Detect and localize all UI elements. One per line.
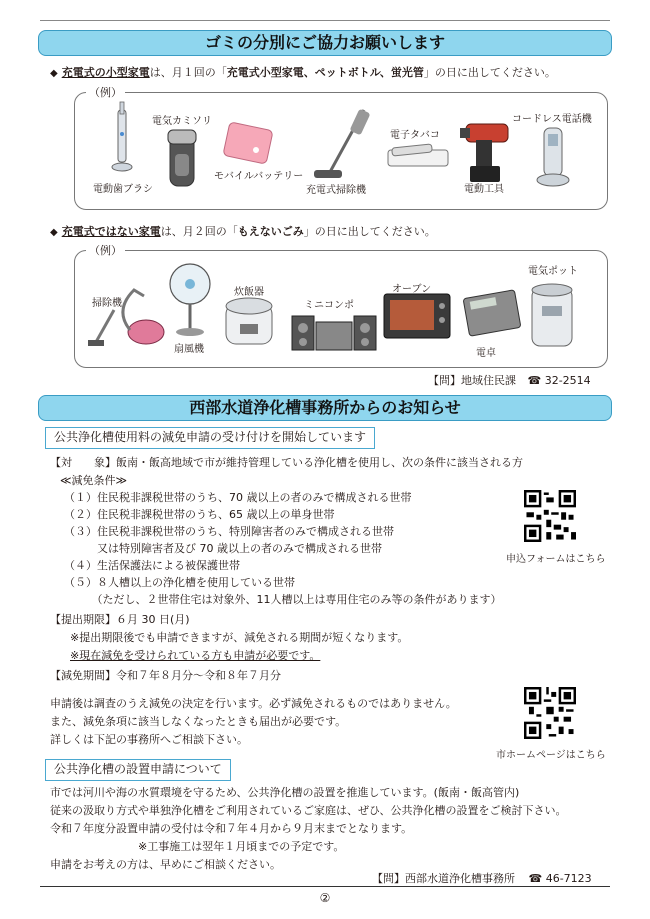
electric-fan-icon — [170, 264, 210, 336]
condition-item: 又は特別障害者及び 70 歳以上の者のみで構成される世帯 — [64, 542, 382, 555]
item-label: 充電式掃除機 — [306, 185, 366, 196]
condition-item: （５）８人槽以上の浄化槽を使用している世帯 — [64, 576, 295, 589]
section-heading-installation: 公共浄化槽の設置申請について — [45, 759, 231, 781]
installation-line: ※工事施工は翌年１月頃までの予定です。 — [50, 840, 345, 853]
item-label: 掃除機 — [92, 298, 122, 309]
rechargeable-text1: は、月１回の「 — [149, 66, 227, 79]
cordless-phone-icon — [537, 128, 569, 186]
rechargeable-subject: 充電式の小型家電 — [61, 66, 150, 79]
non-rechargeable-subject: 充電式ではない家電 — [61, 225, 161, 238]
note-late-application: ※提出期限後でも申請できますが、減免される期間が短くなります。 — [70, 631, 409, 644]
qr-code-form-icon — [524, 490, 576, 542]
item-label: 扇風機 — [174, 344, 204, 355]
item-label: 電動歯ブラシ — [93, 184, 153, 195]
qr1-caption: 申込フォームはこちら — [506, 554, 606, 565]
electric-pot-icon — [532, 284, 572, 346]
condition-item: （４）生活保護法による被保護世帯 — [64, 559, 240, 572]
banner-water-office-notice: 西部水道浄化槽事務所からのお知らせ — [38, 395, 612, 421]
phone-icon: ☎ — [527, 374, 542, 387]
electric-toothbrush-icon — [112, 102, 132, 171]
power-tool-icon — [460, 124, 508, 182]
rechargeable-text2: 」の日に出してください。 — [423, 66, 556, 79]
contact-regional-residents — [428, 374, 591, 388]
oven-toaster-icon — [384, 294, 450, 338]
non-rechargeable-collection-day: もえないごみ — [237, 225, 304, 238]
section-heading-fee-reduction: 公共浄化槽使用料の減免申請の受け付けを開始しています — [45, 427, 375, 449]
item-label: コードレス電話機 — [512, 114, 592, 125]
electric-shaver-icon — [168, 130, 196, 186]
page-number: ② — [319, 891, 331, 905]
diamond-bullet-icon: ◆ — [50, 68, 58, 79]
target-line — [50, 456, 523, 470]
condition-item: （３）住民税非課税世帯のうち、特別障害者のみで構成される世帯 — [64, 525, 394, 538]
note-current-recipients: ※現在減免を受けられている方も申請が必要です。 — [70, 649, 321, 662]
banner-garbage-sorting: ゴミの分別にご協力お願いします — [38, 30, 612, 56]
rechargeable-collection-day: 充電式小型家電、ペットボトル、蛍光管 — [226, 66, 424, 79]
top-rule — [40, 20, 610, 21]
deadline-line — [50, 613, 190, 627]
item-label: 電子タバコ — [390, 130, 440, 141]
item-label: 電気カミソリ — [152, 116, 212, 127]
mini-stereo-icon — [292, 316, 376, 350]
item-label: ミニコンポ — [304, 300, 354, 311]
rechargeable-example-label: （例） — [86, 84, 125, 100]
non-rechargeable-example-label: （例） — [86, 242, 125, 258]
qr-code-city-website-icon — [524, 687, 576, 739]
diamond-bullet-icon: ◆ — [50, 227, 58, 238]
item-label: 電動工具 — [464, 184, 504, 195]
rice-cooker-icon — [226, 298, 272, 344]
contact-label: 【問】西部水道浄化槽事務所 — [372, 872, 515, 885]
qr2-caption: 市ホームページはこちら — [496, 750, 606, 761]
e-cigarette-icon — [388, 144, 448, 166]
target-label: 【対 象】 — [50, 456, 116, 469]
mobile-battery-icon — [223, 122, 273, 164]
installation-line: 市では河川や海の水質環境を守るため、公共浄化槽の設置を推進しています。(飯南・飯高管内) — [50, 786, 520, 799]
conditions-label: ≪減免条件≫ — [60, 474, 128, 487]
deadline-label: 【提出期限】 — [50, 613, 116, 626]
contact-label: 【問】地域住民課 — [428, 374, 516, 387]
installation-line: 申請をお考えの方は、早めにご相談ください。 — [50, 858, 281, 871]
contact-phone: 46-7123 — [545, 872, 592, 885]
item-label: 炊飯器 — [234, 287, 264, 298]
item-label: モバイルバッテリー — [214, 171, 304, 182]
info-paragraph-line: 申請後は調査のうえ減免の決定を行います。必ず減免されるものではありません。 — [50, 697, 457, 710]
period-label: 【減免期間】 — [50, 669, 116, 682]
non-rechargeable-notice — [50, 225, 436, 240]
target-text: 飯南・飯高地域で市が維持管理している浄化槽を使用し、次の条件に該当される方 — [116, 456, 523, 469]
item-label: オーブン — [392, 284, 432, 295]
contact-water-office — [372, 872, 592, 886]
installation-line: 従来の汲取り方式や単独浄化槽をご利用されているご家庭は、ぜひ、公共浄化槽の設置をご検討下さい。 — [50, 804, 567, 817]
condition-item: （２）住民税非課税世帯のうち、65 歳以上の単身世帯 — [64, 508, 335, 521]
info-paragraph-line: また、減免条項に該当しなくなったときも届出が必要です。 — [50, 715, 347, 728]
condition-item: （ただし、２世帯住宅は対象外、11人槽以上は専用住宅のみ等の条件があります） — [64, 593, 502, 606]
period-line — [50, 669, 281, 683]
phone-icon: ☎ — [528, 872, 543, 885]
period-value: 令和７年８月分～令和８年７月分 — [116, 669, 281, 682]
condition-item: （１）住民税非課税世帯のうち、70 歳以上の者のみで構成される世帯 — [64, 491, 412, 504]
non-rechargeable-text1: は、月２回の「 — [160, 225, 238, 238]
item-label: 電卓 — [476, 348, 496, 359]
item-label: 電気ポット — [528, 266, 578, 277]
deadline-value: ６月 30 日(月) — [116, 613, 190, 626]
contact-phone: 32-2514 — [544, 374, 591, 387]
info-paragraph-line: 詳しくは下記の事務所へご相談下さい。 — [50, 733, 248, 746]
calculator-icon — [463, 290, 521, 336]
rechargeable-notice — [50, 66, 556, 81]
non-rechargeable-text2: 」の日に出してください。 — [303, 225, 436, 238]
installation-line: 令和７年度分設置申請の受付は令和７年４月から９月末までとなります。 — [50, 822, 413, 835]
stick-vacuum-icon — [314, 109, 371, 178]
bottom-rule — [40, 886, 610, 887]
